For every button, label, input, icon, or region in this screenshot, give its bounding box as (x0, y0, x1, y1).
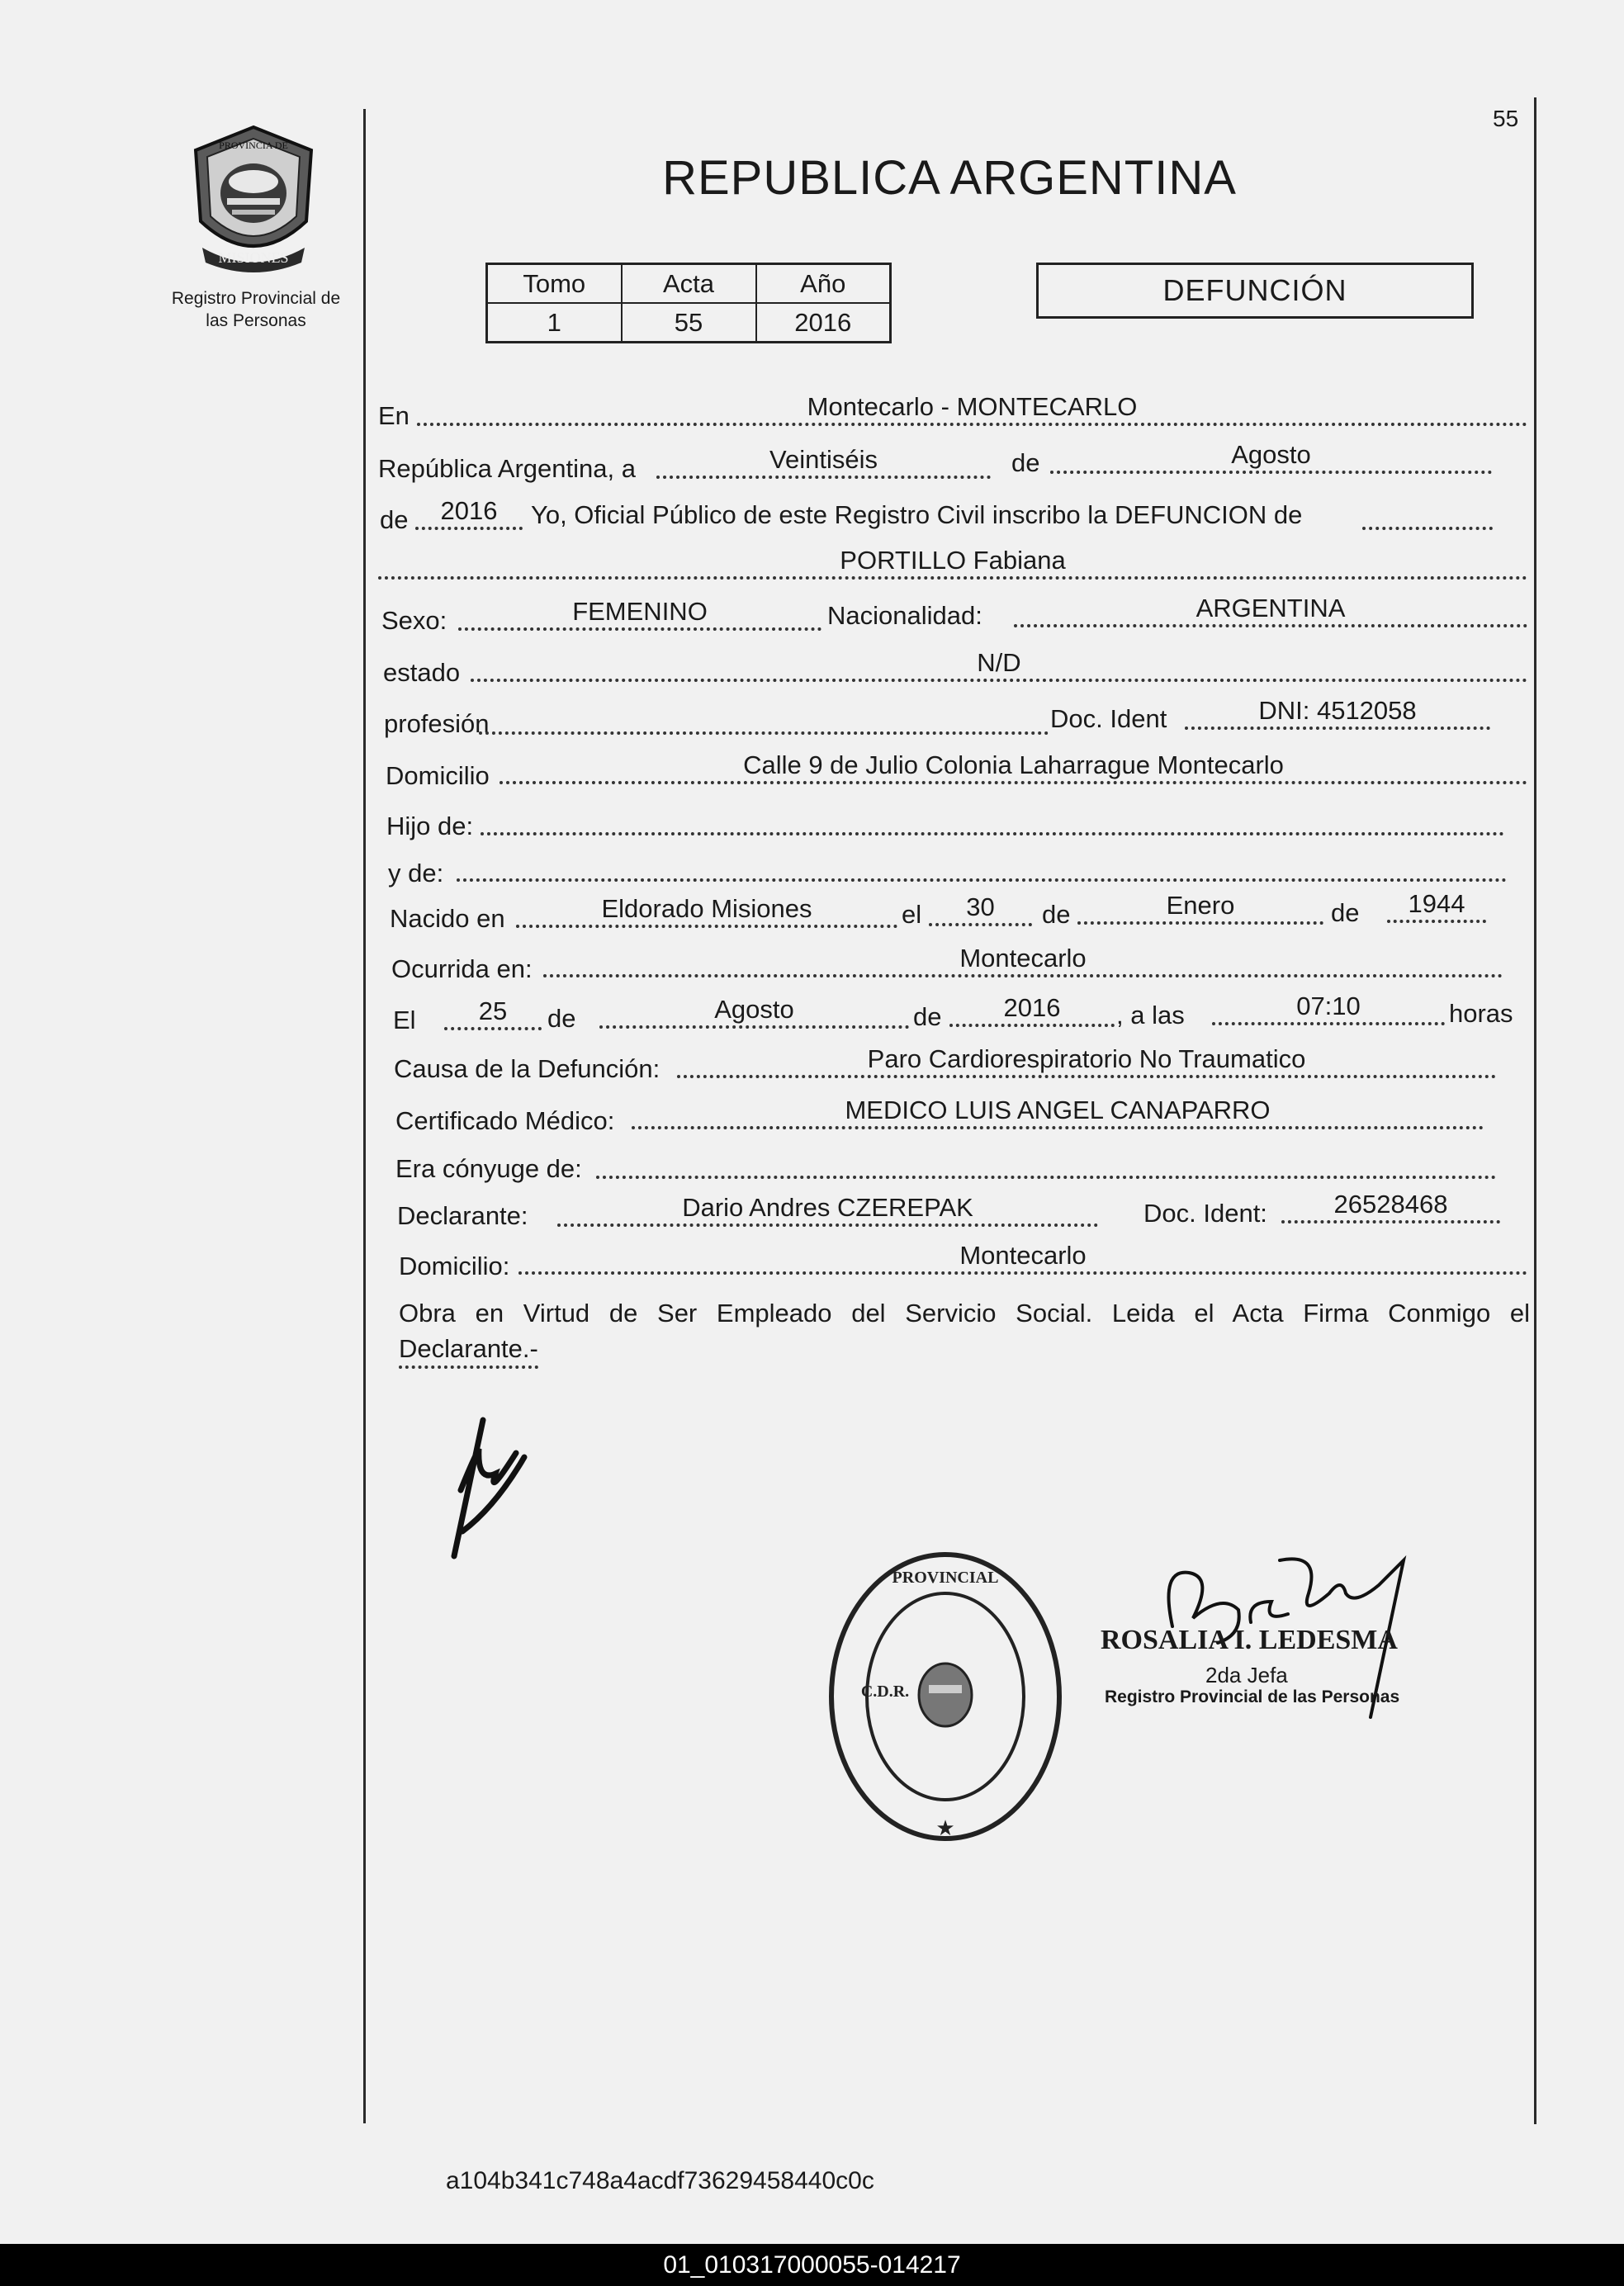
sexo-field: FEMENINO (458, 599, 821, 631)
estado-label: estado (383, 658, 461, 687)
republica-label: República Argentina, a (378, 454, 636, 483)
certificado-label: Certificado Médico: (395, 1106, 615, 1135)
nacido-en-field: Eldorado Misiones (516, 897, 897, 928)
record-table-value-row (487, 303, 891, 343)
profesion-label: profesión (384, 709, 490, 738)
nacido-anio-field: 1944 (1387, 892, 1486, 923)
sexo-label: Sexo: (381, 606, 447, 635)
official-stamp (826, 1548, 1065, 1845)
dia-field: Veintiséis (656, 447, 991, 479)
en-label: En (378, 401, 410, 430)
nacido-el-label: el (902, 900, 922, 929)
yo-text: Yo, Oficial Público de este Registro Civil inscribo la DEFUNCION de (531, 500, 1303, 529)
el-de-label-1: de (547, 1004, 576, 1033)
el-label: El (393, 1006, 416, 1034)
right-margin-line (1534, 97, 1536, 2124)
defuncion-anio-field: 2016 (949, 996, 1115, 1027)
declarante-domicilio-field: Montecarlo (518, 1243, 1527, 1275)
defuncion-mes-field: Agosto (599, 997, 909, 1029)
de-label-2: de (380, 505, 409, 534)
hora-field: 07:10 (1212, 994, 1445, 1025)
causa-label: Causa de la Defunción: (394, 1054, 660, 1083)
record-table (485, 263, 892, 343)
ocurrida-en-label: Ocurrida en: (391, 954, 533, 983)
record-header-tomo: Tomo (487, 264, 622, 304)
declarante-field: Dario Andres CZEREPAK (557, 1195, 1098, 1227)
nacido-mes-field: Enero (1077, 893, 1323, 925)
page-number: 55 (1493, 106, 1519, 131)
a-las-label: , a las (1116, 1001, 1185, 1029)
document-hash: a104b341c748a4acdf73629458440c0c (446, 2167, 874, 2194)
official-signature-title: 2da Jefa (1205, 1663, 1288, 1687)
domicilio-label: Domicilio (386, 761, 490, 790)
nacido-de-label-1: de (1042, 900, 1071, 929)
document-title: REPUBLICA ARGENTINA (662, 151, 1237, 205)
record-table-header-row (487, 264, 891, 304)
record-header-acta: Acta (622, 264, 756, 304)
y-de-field (457, 850, 1507, 882)
certificado-field: MEDICO LUIS ANGEL CANAPARRO (632, 1098, 1484, 1129)
anio-field: 2016 (415, 499, 523, 530)
obra-en-virtud-text: Obra en Virtud de Ser Empleado del Servicio Social. Leida el Acta Firma Conmigo el (399, 1299, 1530, 1328)
el-de-label-2: de (913, 1002, 942, 1031)
conyuge-field (596, 1148, 1496, 1179)
nacionalidad-label: Nacionalidad: (827, 601, 982, 630)
svg-text:PROVINCIA DE: PROVINCIA DE (219, 140, 288, 151)
registry-caption-line2: las Personas (206, 311, 306, 330)
defuncion-dia-field: 25 (444, 999, 542, 1030)
ocurrida-en-field: Montecarlo (543, 946, 1503, 977)
record-value-tomo: 1 (487, 303, 622, 343)
declarante-domicilio-label: Domicilio: (399, 1252, 510, 1280)
nacido-en-label: Nacido en (390, 904, 505, 933)
declarante-doc-label: Doc. Ident: (1143, 1199, 1267, 1228)
hijo-de-label: Hijo de: (386, 812, 474, 840)
declarant-signature (438, 1416, 528, 1560)
domicilio-field: Calle 9 de Julio Colonia Laharrague Montecarlo (500, 753, 1527, 784)
official-signature-org: Registro Provincial de las Personas (1105, 1687, 1400, 1706)
obra-en-virtud-text-end: Declarante.- (399, 1332, 538, 1369)
estado-field: N/D (471, 651, 1527, 682)
registry-caption-line1: Registro Provincial de (171, 289, 341, 308)
profesion-field (479, 703, 1049, 735)
record-value-anio: 2016 (756, 303, 891, 343)
svg-text:★: ★ (935, 1815, 955, 1840)
nacido-de-label-2: de (1331, 898, 1360, 927)
record-header-anio: Año (756, 264, 891, 304)
province-coat-of-arms-logo (186, 124, 322, 277)
en-field: Montecarlo - MONTECARLO (417, 395, 1527, 426)
doc-ident-field: DNI: 4512058 (1185, 698, 1490, 730)
causa-field: Paro Cardiorespiratorio No Traumatico (677, 1047, 1496, 1078)
doc-ident-label: Doc. Ident (1050, 704, 1167, 733)
logo-text-misiones: MISIONES (218, 249, 289, 266)
svg-text:PROVINCIAL: PROVINCIAL (892, 1569, 999, 1587)
yo-trailing-field (1362, 499, 1493, 530)
declarante-label: Declarante: (397, 1201, 528, 1230)
hijo-de-field (481, 804, 1504, 835)
official-signature-name: ROSALIA I. LEDESMA (1101, 1625, 1398, 1655)
y-de-label: y de: (388, 859, 444, 887)
svg-text:C.D.R.: C.D.R. (860, 1683, 910, 1701)
conyuge-label: Era cónyuge de: (395, 1154, 582, 1183)
record-value-acta: 55 (622, 303, 756, 343)
left-margin-line (363, 109, 366, 2123)
record-type-box: DEFUNCIÓN (1036, 263, 1474, 319)
footer-doc-id-bar: 01_010317000055-014217 (0, 2244, 1624, 2286)
mes-field: Agosto (1050, 443, 1492, 474)
nombre-field: PORTILLO Fabiana (378, 548, 1527, 580)
nacionalidad-field: ARGENTINA (1014, 596, 1527, 627)
de-label-1: de (1011, 448, 1040, 477)
horas-label: horas (1449, 999, 1513, 1028)
registry-caption (153, 287, 359, 332)
nacido-dia-field: 30 (929, 895, 1032, 926)
declarante-doc-field: 26528468 (1281, 1192, 1500, 1223)
